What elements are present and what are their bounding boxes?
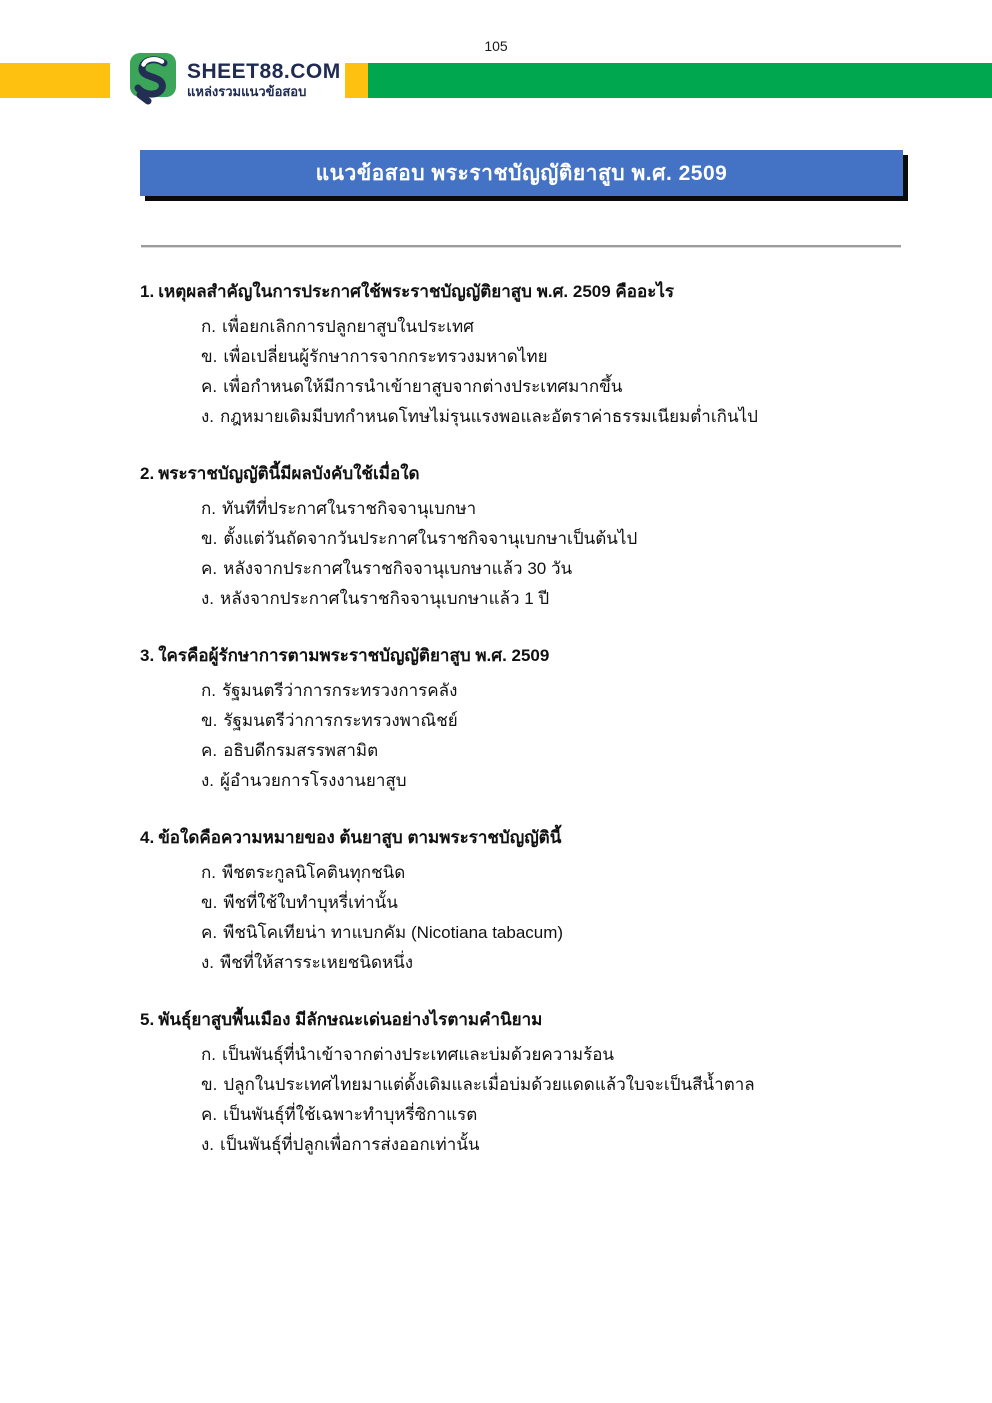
option-c bbox=[140, 1100, 912, 1130]
question-list bbox=[140, 281, 912, 1191]
option-letter: ก. bbox=[201, 317, 217, 336]
option-text: หลังจากประกาศในราชกิจจานุเบกษาแล้ว 30 วัน bbox=[223, 559, 573, 578]
option-d bbox=[140, 766, 912, 796]
option-letter: ก. bbox=[201, 499, 217, 518]
question-number: 1. bbox=[140, 282, 155, 301]
option-d bbox=[140, 584, 912, 614]
option-b bbox=[140, 888, 912, 918]
option-letter: ค. bbox=[201, 559, 218, 578]
option-text: หลังจากประกาศในราชกิจจานุเบกษาแล้ว 1 ปี bbox=[220, 589, 550, 608]
option-text: พืชที่ใช้ใบทำบุหรี่เท่านั้น bbox=[223, 893, 398, 912]
option-text: รัฐมนตรีว่าการกระทรวงการคลัง bbox=[222, 681, 458, 700]
option-text: รัฐมนตรีว่าการกระทรวงพาณิชย์ bbox=[223, 711, 458, 730]
option-letter: ก. bbox=[201, 681, 217, 700]
brand-name: SHEET88.COM bbox=[187, 60, 341, 84]
option-text: ทันทีที่ประกาศในราชกิจจานุเบกษา bbox=[222, 499, 477, 518]
option-letter: ข. bbox=[201, 1075, 218, 1094]
question-1 bbox=[140, 281, 912, 432]
question-header bbox=[140, 827, 912, 849]
option-text: เพื่อยกเลิกการปลูกยาสูบในประเทศ bbox=[222, 317, 474, 336]
question-header bbox=[140, 463, 912, 485]
page-number: 105 bbox=[484, 38, 508, 54]
option-d bbox=[140, 948, 912, 978]
option-letter: ค. bbox=[201, 377, 218, 396]
option-letter: ข. bbox=[201, 893, 218, 912]
question-text: เหตุผลสำคัญในการประกาศใช้พระราชบัญญัติยาสูบ พ.ศ. 2509 คืออะไร bbox=[158, 282, 675, 301]
option-c bbox=[140, 736, 912, 766]
option-a bbox=[140, 676, 912, 706]
option-a bbox=[140, 312, 912, 342]
option-letter: ข. bbox=[201, 711, 218, 730]
option-b bbox=[140, 524, 912, 554]
option-text: พืชนิโคเทียน่า ทาแบกคัม (Nicotiana tabacum) bbox=[223, 923, 564, 942]
option-letter: ง. bbox=[201, 771, 215, 790]
exam-title: แนวข้อสอบ พระราชบัญญัติยาสูบ พ.ศ. 2509 bbox=[315, 161, 728, 185]
question-text: พันธุ์ยาสูบพื้นเมือง มีลักษณะเด่นอย่างไรตามคำนิยาม bbox=[158, 1010, 543, 1029]
brand-text-block bbox=[187, 61, 341, 99]
option-letter: ง. bbox=[201, 1135, 215, 1154]
top-bar-green bbox=[368, 63, 992, 98]
option-text: พืชตระกูลนิโคตินทุกชนิด bbox=[222, 863, 406, 882]
option-text: เป็นพันธุ์ที่ปลูกเพื่อการส่งออกเท่านั้น bbox=[220, 1135, 480, 1154]
option-text: ผู้อำนวยการโรงงานยาสูบ bbox=[220, 771, 407, 790]
question-3 bbox=[140, 645, 912, 796]
option-c bbox=[140, 554, 912, 584]
exam-title-banner bbox=[140, 150, 903, 196]
option-a bbox=[140, 494, 912, 524]
option-letter: ค. bbox=[201, 741, 218, 760]
option-letter: ก. bbox=[201, 863, 217, 882]
option-text: พืชที่ให้สารระเหยชนิดหนึ่ง bbox=[220, 953, 414, 972]
option-b bbox=[140, 342, 912, 372]
option-text: กฎหมายเดิมมีบทกำหนดโทษไม่รุนแรงพอและอัตราค่าธรรมเนียมต่ำเกินไป bbox=[220, 407, 758, 426]
option-letter: ง. bbox=[201, 407, 215, 426]
option-c bbox=[140, 918, 912, 948]
option-letter: ก. bbox=[201, 1045, 217, 1064]
brand-tagline: แหล่งรวมแนวข้อสอบ bbox=[187, 84, 307, 100]
option-letter: ข. bbox=[201, 347, 218, 366]
question-5 bbox=[140, 1009, 912, 1160]
option-letter: ง. bbox=[201, 953, 215, 972]
option-text: เพื่อกำหนดให้มีการนำเข้ายาสูบจากต่างประเทศมากขึ้น bbox=[223, 377, 623, 396]
option-b bbox=[140, 706, 912, 736]
option-text: อธิบดีกรมสรรพสามิต bbox=[223, 741, 379, 760]
option-text: ตั้งแต่วันถัดจากวันประกาศในราชกิจจานุเบกษาเป็นต้นไป bbox=[223, 529, 638, 548]
option-a bbox=[140, 858, 912, 888]
question-4 bbox=[140, 827, 912, 978]
question-number: 4. bbox=[140, 828, 155, 847]
question-header bbox=[140, 1009, 912, 1031]
question-text: พระราชบัญญัตินี้มีผลบังคับใช้เมื่อใด bbox=[158, 464, 420, 483]
horizontal-divider bbox=[141, 245, 901, 248]
s-monogram-icon bbox=[128, 51, 178, 110]
option-letter: ค. bbox=[201, 1105, 218, 1124]
option-a bbox=[140, 1040, 912, 1070]
option-c bbox=[140, 372, 912, 402]
question-number: 2. bbox=[140, 464, 155, 483]
option-d bbox=[140, 402, 912, 432]
option-letter: ค. bbox=[201, 923, 218, 942]
question-text: ข้อใดคือความหมายของ ต้นยาสูบ ตามพระราชบัญญัตินี้ bbox=[158, 828, 562, 847]
option-text: ปลูกในประเทศไทยมาแต่ดั้งเดิมและเมื่อบ่มด้วยแดดแล้วใบจะเป็นสีน้ำตาล bbox=[223, 1075, 755, 1094]
option-text: เป็นพันธุ์ที่นำเข้าจากต่างประเทศและบ่มด้วยความร้อน bbox=[222, 1045, 615, 1064]
question-number: 5. bbox=[140, 1010, 155, 1029]
option-letter: ข. bbox=[201, 529, 218, 548]
top-bar-yellow-left bbox=[0, 63, 110, 98]
question-header bbox=[140, 281, 912, 303]
option-b bbox=[140, 1070, 912, 1100]
option-text: เพื่อเปลี่ยนผู้รักษาการจากกระทรวงมหาดไทย bbox=[223, 347, 548, 366]
option-d bbox=[140, 1130, 912, 1160]
question-text: ใครคือผู้รักษาการตามพระราชบัญญัติยาสูบ พ.ศ. 2509 bbox=[158, 646, 550, 665]
brand-logo bbox=[124, 52, 345, 108]
option-letter: ง. bbox=[201, 589, 215, 608]
question-header bbox=[140, 645, 912, 667]
option-text: เป็นพันธุ์ที่ใช้เฉพาะทำบุหรี่ซิกาแรต bbox=[223, 1105, 478, 1124]
question-number: 3. bbox=[140, 646, 155, 665]
question-2 bbox=[140, 463, 912, 614]
